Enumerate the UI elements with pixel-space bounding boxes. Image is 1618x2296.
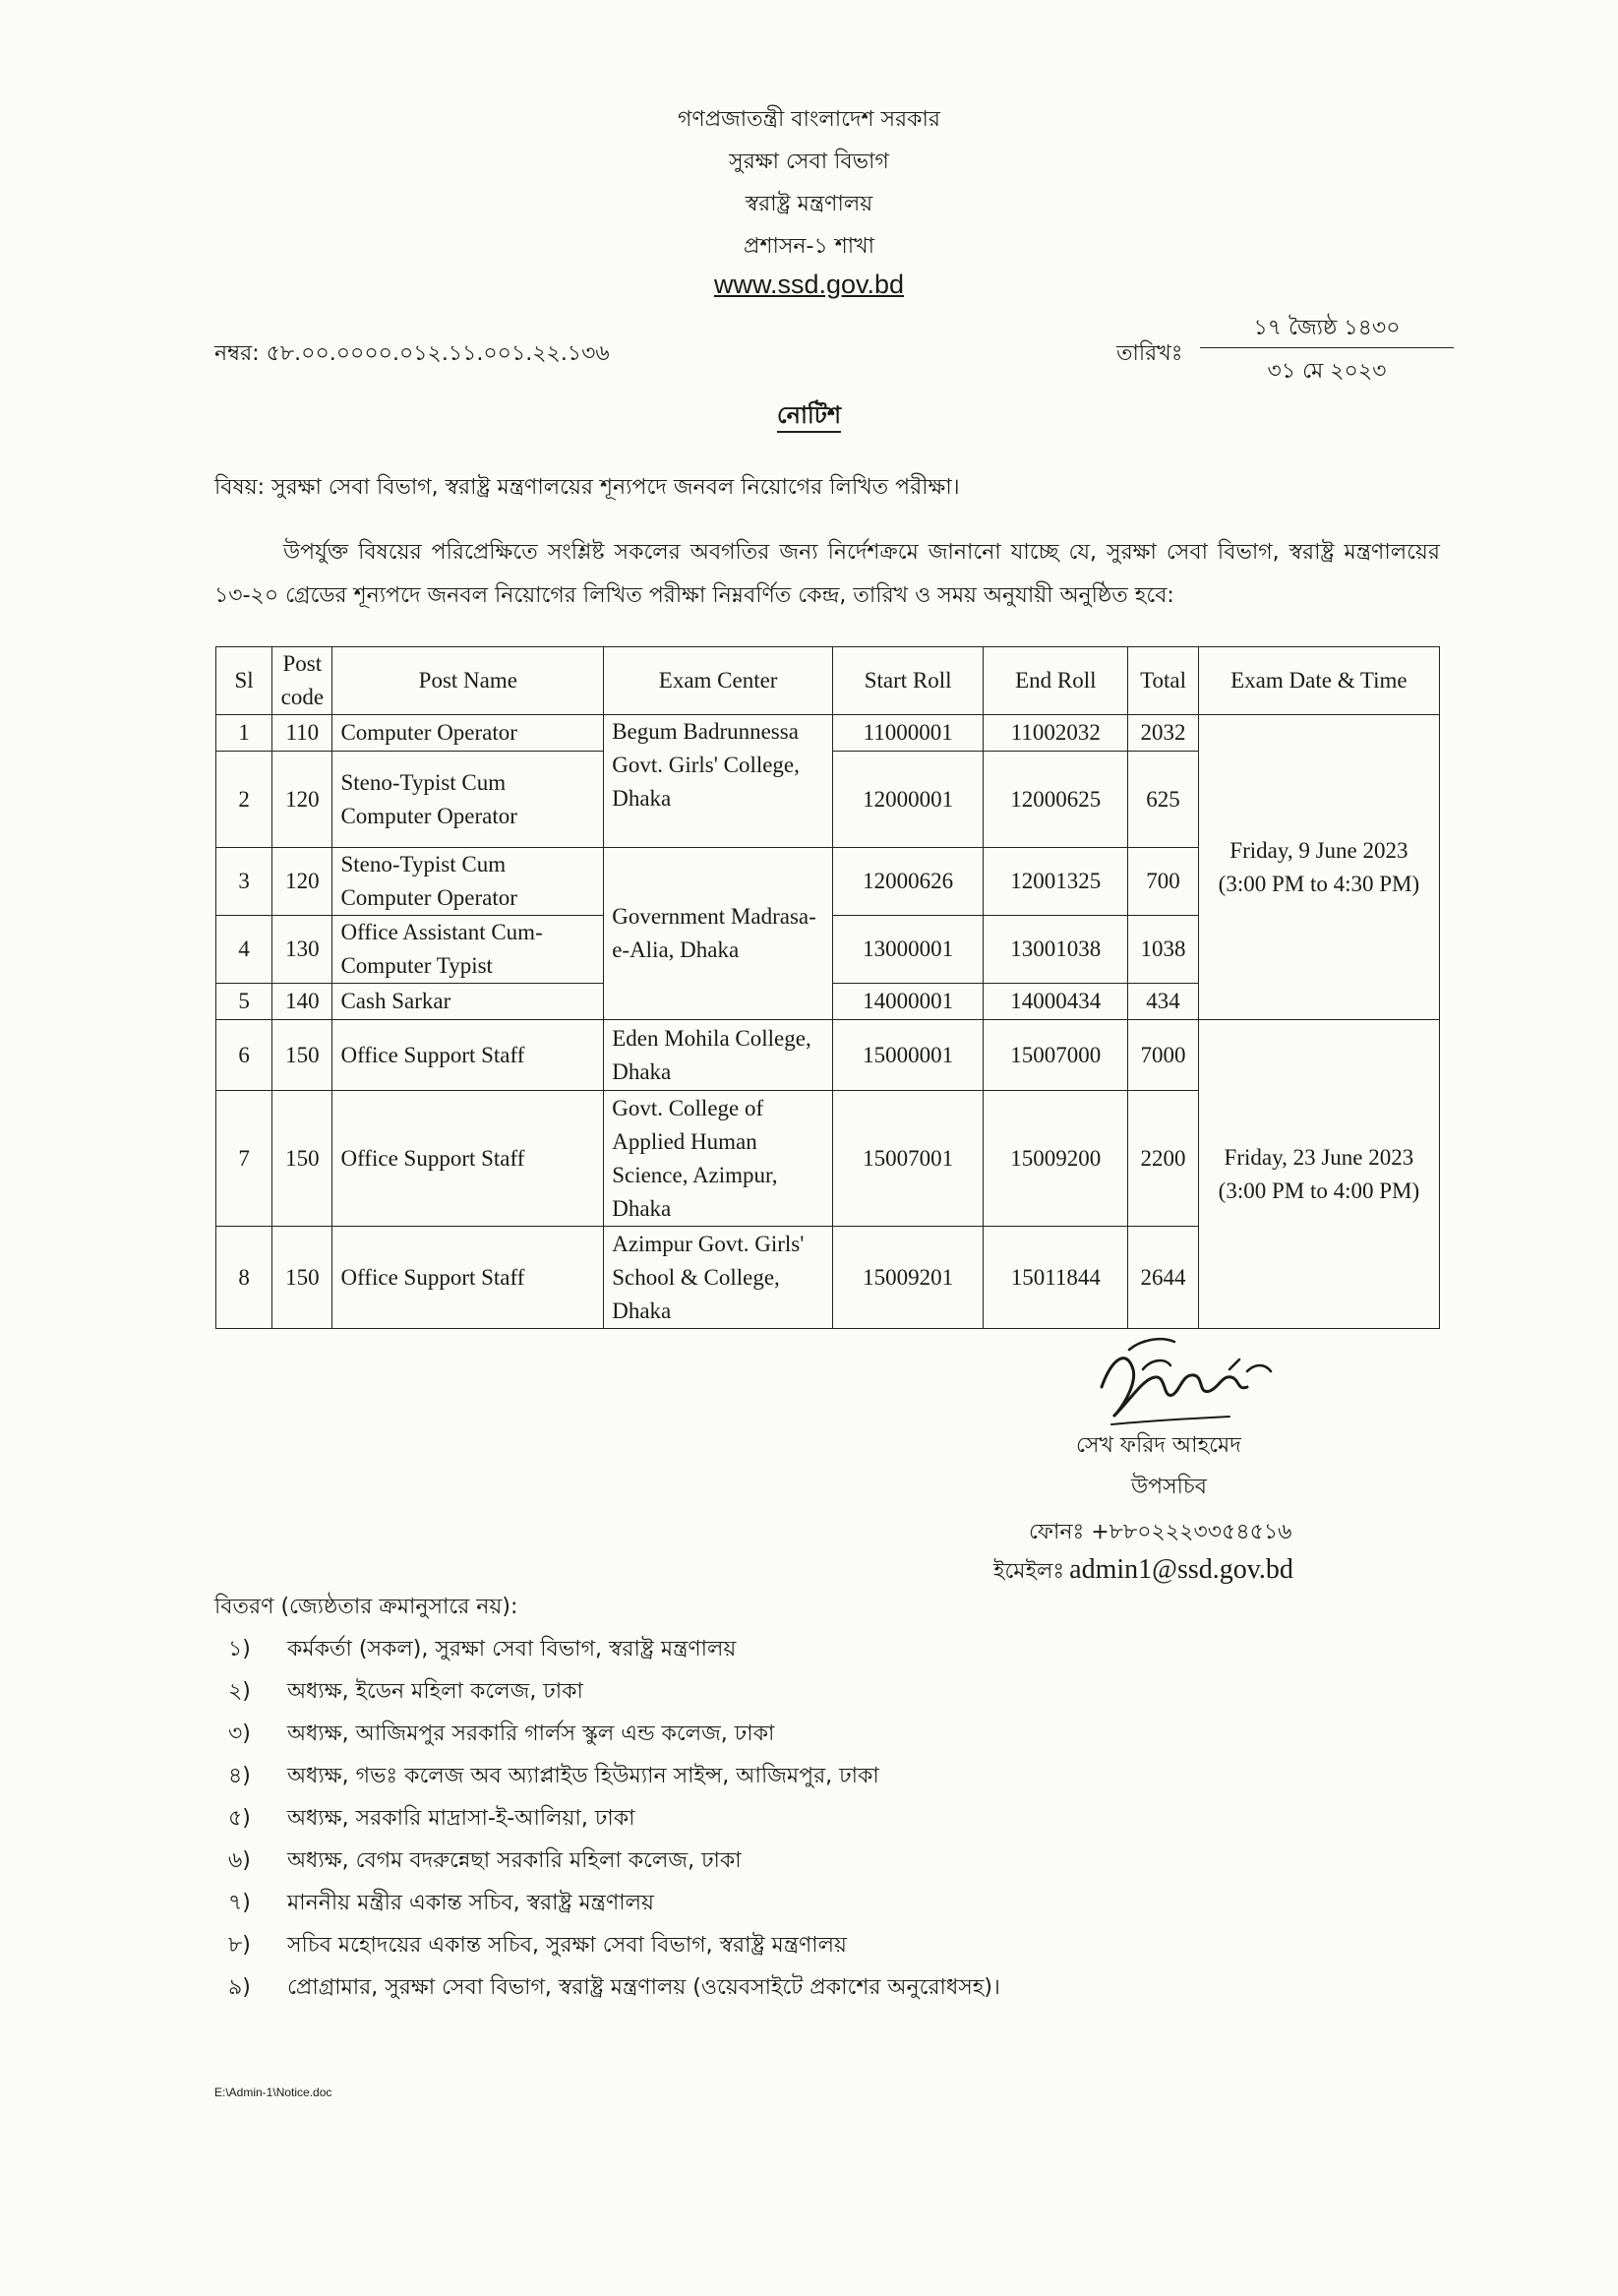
- date-label: তারিখঃ: [1116, 341, 1183, 366]
- cell-center: Government Madrasa-e-Alia, Dhaka: [604, 848, 833, 1020]
- cell-sl: 2: [216, 752, 272, 848]
- cell-post: Office Support Staff: [332, 1020, 604, 1091]
- subject-line: বিষয়: সুরক্ষা সেবা বিভাগ, স্বরাষ্ট্র মন্ত্রণালয়ের শূন্যপদে জনবল নিয়োগের লিখিত পরীক্ষা।: [214, 475, 960, 500]
- header-division: সুরক্ষা সেবা বিভাগ: [729, 150, 889, 174]
- cell-sl: 7: [216, 1091, 272, 1227]
- header-branch: প্রশাসন-১ শাখা: [744, 234, 874, 259]
- header-total: Total: [1128, 647, 1198, 715]
- cell-total: 700: [1128, 848, 1198, 916]
- header-end-roll: End Roll: [984, 647, 1128, 715]
- cell-center: Govt. College of Applied Human Science, Azimpur, Dhaka: [604, 1091, 833, 1227]
- body-paragraph: উপর্যুক্ত বিষয়ের পরিপ্রেক্ষিতে সংশ্লিষ্ট সকলের অবগতির জন্য নির্দেশক্রমে জানানো যাচ্ছে যে, সুরক্ষা সেবা বিভাগ, স্বরাষ্ট্র মন্ত্রণালয়ের ১৩-২০ গ্রেডের শূন্যপদে জনবল নিয়োগের লিখিত পরীক্ষা নিম্নবর্ণিত কেন্দ্র, তারিখ ও সময় অনুযায়ী অনুষ্ঠিত হবে:: [214, 540, 1440, 608]
- header-sl: Sl: [216, 647, 272, 715]
- cell-end: 14000434: [984, 984, 1128, 1020]
- header-start-roll: Start Roll: [833, 647, 984, 715]
- header-exam-date: Exam Date & Time: [1198, 647, 1439, 715]
- list-item: ২) অধ্যক্ষ, ইডেন মহিলা কলেজ, ঢাকা: [228, 1679, 583, 1704]
- signatory-name: সেখ ফরিদ আহমেদ: [1076, 1433, 1241, 1458]
- cell-sl: 8: [216, 1227, 272, 1329]
- cell-end: 12001325: [984, 848, 1128, 916]
- cell-code: 150: [272, 1020, 332, 1091]
- cell-start: 13000001: [833, 916, 984, 984]
- list-item: ৪) অধ্যক্ষ, গভঃ কলেজ অব অ্যাপ্লাইড হিউম্যান সাইন্স, আজিমপুর, ঢাকা: [228, 1764, 879, 1788]
- footer-file-path: E:\Admin-1\Notice.doc: [214, 2085, 332, 2099]
- signatory-email-line: [993, 1554, 1293, 1591]
- header-exam-center: Exam Center: [604, 647, 833, 715]
- cell-total: 625: [1128, 752, 1198, 848]
- cell-code: 120: [272, 752, 332, 848]
- cell-center: Begum Badrunnessa Govt. Girls' College, Dhaka: [604, 715, 833, 848]
- cell-post: Office Assistant Cum-Computer Typist: [332, 916, 604, 984]
- cell-code: 140: [272, 984, 332, 1020]
- cell-sl: 3: [216, 848, 272, 916]
- email-label: ইমেইলঃ: [993, 1559, 1065, 1584]
- cell-center: Azimpur Govt. Girls' School & College, Dhaka: [604, 1227, 833, 1329]
- cell-total: 1038: [1128, 916, 1198, 984]
- list-item: ৩) অধ্যক্ষ, আজিমপুর সরকারি গার্লস স্কুল এন্ড কলেজ, ঢাকা: [228, 1722, 775, 1746]
- cell-code: 120: [272, 848, 332, 916]
- cell-center: Eden Mohila College, Dhaka: [604, 1020, 833, 1091]
- cell-post: Computer Operator: [332, 715, 604, 752]
- cell-post: Steno-Typist Cum Computer Operator: [332, 848, 604, 916]
- cell-code: 150: [272, 1091, 332, 1227]
- cell-start: 15000001: [833, 1020, 984, 1091]
- cell-end: 12000625: [984, 752, 1128, 848]
- header-post-name: Post Name: [332, 647, 604, 715]
- date-gregorian: ৩১ মে ২০২৩: [1267, 359, 1387, 384]
- cell-total: 434: [1128, 984, 1198, 1020]
- cell-post: Office Support Staff: [332, 1227, 604, 1329]
- list-item: ৭) মাননীয় মন্ত্রীর একান্ত সচিব, স্বরাষ্ট্র মন্ত্রণালয়: [228, 1891, 654, 1915]
- list-item: ১) কর্মকর্তা (সকল), সুরক্ষা সেবা বিভাগ, স্বরাষ্ট্র মন্ত্রণালয়: [228, 1637, 737, 1662]
- cell-end: 11002032: [984, 715, 1128, 752]
- list-item: ৮) সচিব মহোদয়ের একান্ত সচিব, সুরক্ষা সেবা বিভাগ, স্বরাষ্ট্র মন্ত্রণালয়: [228, 1933, 848, 1958]
- table-header-row: [216, 647, 1440, 715]
- cell-post: Steno-Typist Cum Computer Operator: [332, 752, 604, 848]
- date-bangla: ১৭ জ্যৈষ্ঠ ১৪৩০: [1253, 316, 1401, 340]
- date-divider: [1200, 347, 1454, 348]
- cell-total: 7000: [1128, 1020, 1198, 1091]
- list-item: ৬) অধ্যক্ষ, বেগম বদরুন্নেছা সরকারি মহিলা কলেজ, ঢাকা: [228, 1848, 742, 1873]
- header-ministry: স্বরাষ্ট্র মন্ত্রণালয়: [745, 192, 873, 216]
- cell-total: 2644: [1128, 1227, 1198, 1329]
- table-row: [216, 1020, 1440, 1091]
- signatory-phone: ফোনঃ +৮৮০২২২৩৩৫৪৫১৬: [1029, 1520, 1292, 1544]
- cell-end: 15011844: [984, 1227, 1128, 1329]
- memo-number: নম্বর: ৫৮.০০.০০০০.০১২.১১.০০১.২২.১৩৬: [214, 341, 610, 366]
- cell-code: 110: [272, 715, 332, 752]
- cell-start: 12000001: [833, 752, 984, 848]
- list-item: ৫) অধ্যক্ষ, সরকারি মাদ্রাসা-ই-আলিয়া, ঢাকা: [228, 1806, 635, 1831]
- exam-schedule-table: [215, 646, 1440, 1329]
- cell-start: 14000001: [833, 984, 984, 1020]
- cell-end: 13001038: [984, 916, 1128, 984]
- list-item: ৯) প্রোগ্রামার, সুরক্ষা সেবা বিভাগ, স্বরাষ্ট্র মন্ত্রণালয় (ওয়েবসাইটে প্রকাশের অনুরোধসহ)।: [228, 1975, 1000, 2000]
- cell-sl: 1: [216, 715, 272, 752]
- cell-code: 150: [272, 1227, 332, 1329]
- cell-code: 130: [272, 916, 332, 984]
- signatory-designation: উপসচিব: [1131, 1475, 1208, 1499]
- distribution-heading: বিতরণ (জ্যেষ্ঠতার ক্রমানুসারে নয়):: [214, 1595, 518, 1619]
- signature-image: [1072, 1330, 1288, 1440]
- cell-post: Office Support Staff: [332, 1091, 604, 1227]
- cell-start: 15009201: [833, 1227, 984, 1329]
- cell-sl: 6: [216, 1020, 272, 1091]
- cell-start: 12000626: [833, 848, 984, 916]
- header-post-code: Post code: [272, 647, 332, 715]
- cell-start: 15007001: [833, 1091, 984, 1227]
- cell-total: 2200: [1128, 1091, 1198, 1227]
- cell-sl: 4: [216, 916, 272, 984]
- table-row: [216, 715, 1440, 752]
- cell-exam-date: Friday, 23 June 2023 (3:00 PM to 4:00 PM): [1198, 1020, 1439, 1329]
- cell-exam-date: Friday, 9 June 2023 (3:00 PM to 4:30 PM): [1198, 715, 1439, 1020]
- notice-title: নোটিশ: [777, 401, 841, 433]
- header-government: গণপ্রজাতন্ত্রী বাংলাদেশ সরকার: [677, 107, 941, 132]
- cell-total: 2032: [1128, 715, 1198, 752]
- cell-end: 15007000: [984, 1020, 1128, 1091]
- website-link[interactable]: www.ssd.gov.bd: [713, 270, 905, 299]
- cell-post: Cash Sarkar: [332, 984, 604, 1020]
- cell-sl: 5: [216, 984, 272, 1020]
- cell-end: 15009200: [984, 1091, 1128, 1227]
- email-link[interactable]: admin1@ssd.gov.bd: [1069, 1554, 1293, 1585]
- cell-start: 11000001: [833, 715, 984, 752]
